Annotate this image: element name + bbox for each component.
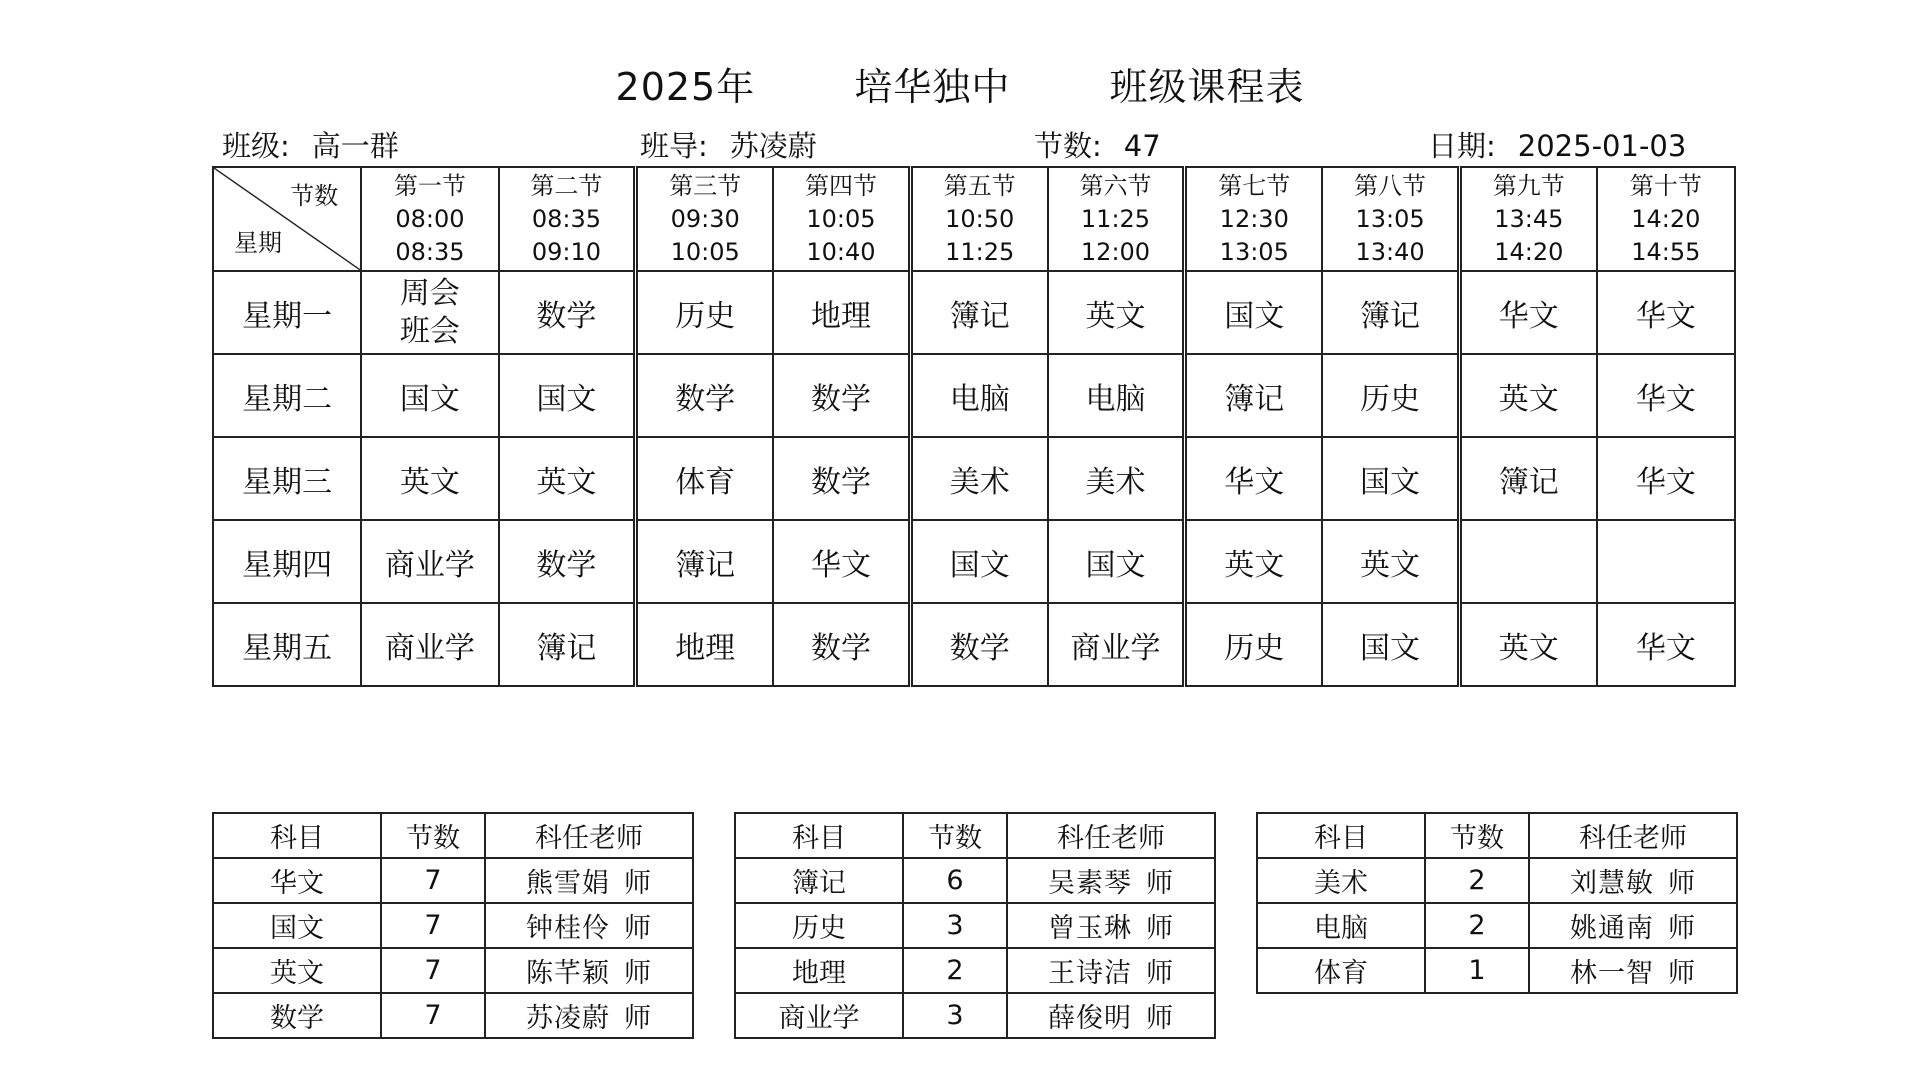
date-info — [1428, 124, 1686, 165]
teacher-name: 吴素琴 — [1048, 868, 1132, 899]
class-subject: 电脑 — [1085, 381, 1146, 417]
period-start: 12:30 — [1219, 204, 1289, 233]
teacher-row — [1257, 948, 1737, 993]
teacher-header-row — [213, 813, 693, 858]
class-cell — [1322, 603, 1459, 686]
period-header-7 — [1185, 167, 1322, 271]
teacher-row — [213, 948, 693, 993]
class-cell — [361, 437, 498, 520]
periods-label: 节数: — [1034, 129, 1102, 163]
class-cell — [1185, 437, 1322, 520]
period-header-4 — [773, 167, 910, 271]
teacher-cell — [1007, 993, 1215, 1038]
teacher-name: 林一智 — [1570, 958, 1654, 989]
subject-cell: 电脑 — [1257, 903, 1425, 948]
teacher-cell — [485, 993, 693, 1038]
schedule-table — [212, 166, 1736, 687]
schedule-row — [213, 520, 1735, 603]
class-subject: 体育 — [675, 464, 736, 500]
class-subject: 历史 — [1360, 381, 1421, 417]
teacher-header-cell: 科目 — [735, 813, 903, 858]
class-subject: 英文 — [1498, 630, 1559, 666]
class-subject: 数学 — [810, 381, 871, 417]
period-start: 08:35 — [531, 204, 602, 233]
class-cell — [910, 354, 1047, 437]
count-cell: 3 — [903, 993, 1007, 1038]
teacher-table-2 — [734, 812, 1216, 1039]
teacher-name: 熊雪娟 — [526, 868, 610, 899]
count-cell: 6 — [903, 858, 1007, 903]
class-subject: 周会 班会 — [399, 275, 460, 349]
class-subject: 历史 — [675, 298, 736, 334]
class-subject: 英文 — [1498, 381, 1559, 417]
period-name: 第四节 — [804, 171, 877, 200]
advisor-info — [640, 124, 817, 165]
class-cell — [361, 520, 498, 603]
class-cell — [499, 520, 636, 603]
class-cell — [773, 520, 910, 603]
count-cell: 7 — [381, 858, 485, 903]
count-cell: 7 — [381, 948, 485, 993]
class-cell — [636, 520, 773, 603]
count-cell: 3 — [903, 903, 1007, 948]
class-cell — [1597, 354, 1735, 437]
class-cell — [1048, 354, 1185, 437]
teacher-header-row — [1257, 813, 1737, 858]
class-subject: 簿记 — [1498, 464, 1559, 500]
class-cell — [910, 437, 1047, 520]
day-label: 星期二 — [213, 354, 361, 437]
period-name: 第一节 — [393, 171, 466, 200]
class-cell — [361, 271, 498, 354]
teacher-cell — [485, 948, 693, 993]
class-cell — [773, 437, 910, 520]
class-subject: 商业学 — [384, 547, 475, 583]
teacher-suffix: 师 — [1146, 1003, 1174, 1034]
count-cell: 2 — [1425, 903, 1529, 948]
teacher-header-cell: 节数 — [903, 813, 1007, 858]
period-end: 11:25 — [945, 237, 1015, 266]
class-subject: 数学 — [810, 630, 871, 666]
teacher-suffix: 师 — [1146, 958, 1174, 989]
teacher-suffix: 师 — [624, 913, 652, 944]
day-label: 星期五 — [213, 603, 361, 686]
day-label: 星期四 — [213, 520, 361, 603]
class-subject: 国文 — [1360, 630, 1421, 666]
teacher-row — [735, 903, 1215, 948]
class-subject: 华文 — [810, 547, 871, 583]
schedule-row — [213, 271, 1735, 354]
class-cell — [910, 603, 1047, 686]
period-end: 09:10 — [531, 237, 602, 266]
teacher-name: 苏凌蔚 — [526, 1003, 610, 1034]
class-subject: 国文 — [536, 381, 597, 417]
teacher-suffix: 师 — [1668, 958, 1696, 989]
class-subject: 簿记 — [1224, 381, 1285, 417]
class-cell — [1322, 271, 1459, 354]
teacher-name: 姚通南 — [1570, 913, 1654, 944]
class-cell — [773, 271, 910, 354]
class-subject: 美术 — [949, 464, 1010, 500]
class-subject: 国文 — [1085, 547, 1146, 583]
subject-cell: 华文 — [213, 858, 381, 903]
period-header-3 — [636, 167, 773, 271]
advisor-label: 班导: — [640, 129, 708, 163]
schedule-header-row — [213, 167, 1735, 271]
subject-cell: 英文 — [213, 948, 381, 993]
period-start: 10:05 — [806, 204, 876, 233]
day-label: 星期一 — [213, 271, 361, 354]
class-cell — [1185, 354, 1322, 437]
subject-cell: 数学 — [213, 993, 381, 1038]
class-cell — [499, 354, 636, 437]
teacher-cell — [1007, 948, 1215, 993]
class-cell — [1048, 520, 1185, 603]
period-start: 13:45 — [1494, 204, 1564, 233]
document-title — [0, 56, 1920, 111]
period-end: 08:35 — [395, 237, 465, 266]
corner-top-label: 节数 — [290, 182, 339, 210]
class-subject: 地理 — [810, 298, 871, 334]
schedule-row — [213, 437, 1735, 520]
subject-cell: 历史 — [735, 903, 903, 948]
teacher-suffix: 师 — [1146, 868, 1174, 899]
class-cell — [361, 603, 498, 686]
class-cell — [1597, 603, 1735, 686]
title-year: 2025年 — [615, 65, 756, 109]
teacher-cell — [1007, 858, 1215, 903]
teacher-header-cell: 科任老师 — [485, 813, 693, 858]
period-start: 11:25 — [1080, 204, 1151, 233]
advisor-value: 苏凌蔚 — [729, 129, 817, 163]
class-cell — [1048, 437, 1185, 520]
class-cell — [1322, 354, 1459, 437]
class-subject: 国文 — [1360, 464, 1421, 500]
class-subject: 英文 — [1360, 547, 1421, 583]
teacher-cell — [1529, 948, 1737, 993]
class-subject: 商业学 — [384, 630, 475, 666]
period-name: 第三节 — [669, 171, 742, 200]
subject-cell: 地理 — [735, 948, 903, 993]
teacher-name: 王诗洁 — [1048, 958, 1132, 989]
period-header-2 — [499, 167, 636, 271]
period-header-8 — [1322, 167, 1459, 271]
teacher-suffix: 师 — [1146, 913, 1174, 944]
date-value: 2025-01-03 — [1517, 129, 1687, 163]
period-name: 第七节 — [1218, 171, 1291, 200]
teacher-header-cell: 科任老师 — [1529, 813, 1737, 858]
teacher-suffix: 师 — [624, 958, 652, 989]
class-cell — [1048, 271, 1185, 354]
class-cell — [1459, 271, 1596, 354]
corner-cell — [213, 167, 361, 271]
class-cell — [499, 271, 636, 354]
subject-cell: 美术 — [1257, 858, 1425, 903]
class-subject: 华文 — [1635, 464, 1696, 500]
day-label: 星期三 — [213, 437, 361, 520]
subject-cell: 体育 — [1257, 948, 1425, 993]
teacher-table-1 — [212, 812, 694, 1039]
teacher-suffix: 师 — [624, 868, 652, 899]
teacher-name: 曾玉琳 — [1048, 913, 1132, 944]
period-name: 第六节 — [1079, 171, 1152, 200]
schedule-row — [213, 603, 1735, 686]
class-cell — [1459, 437, 1596, 520]
class-subject: 地理 — [675, 630, 736, 666]
period-name: 第五节 — [943, 171, 1016, 200]
teacher-header-row — [735, 813, 1215, 858]
class-cell — [1185, 271, 1322, 354]
teacher-row — [1257, 858, 1737, 903]
class-cell — [773, 354, 910, 437]
period-header-10 — [1597, 167, 1735, 271]
class-subject: 英文 — [1085, 298, 1146, 334]
teacher-header-cell: 科目 — [1257, 813, 1425, 858]
subject-cell: 簿记 — [735, 858, 903, 903]
teacher-header-cell: 科任老师 — [1007, 813, 1215, 858]
period-end: 13:40 — [1355, 237, 1425, 266]
period-end: 14:20 — [1494, 237, 1564, 266]
class-subject: 电脑 — [949, 381, 1010, 417]
class-label: 班级: — [222, 129, 290, 163]
teacher-cell — [1529, 903, 1737, 948]
class-subject: 华文 — [1635, 630, 1696, 666]
class-subject: 国文 — [949, 547, 1010, 583]
teacher-row — [213, 858, 693, 903]
title-school: 培华独中 — [854, 65, 1011, 109]
teacher-suffix: 师 — [624, 1003, 652, 1034]
period-header-1 — [361, 167, 498, 271]
teacher-name: 钟桂伶 — [526, 913, 610, 944]
count-cell: 2 — [1425, 858, 1529, 903]
class-subject: 数学 — [675, 381, 736, 417]
class-cell — [1597, 520, 1735, 603]
class-cell — [1322, 437, 1459, 520]
class-subject: 英文 — [1224, 547, 1285, 583]
period-end: 14:55 — [1631, 237, 1701, 266]
period-end: 13:05 — [1219, 237, 1289, 266]
teacher-row — [735, 858, 1215, 903]
count-cell: 7 — [381, 993, 485, 1038]
class-cell — [636, 603, 773, 686]
period-start: 14:20 — [1631, 204, 1701, 233]
periods-value: 47 — [1123, 129, 1161, 163]
teacher-row — [213, 903, 693, 948]
period-start: 09:30 — [670, 204, 740, 233]
period-header-9 — [1459, 167, 1596, 271]
class-cell — [1185, 520, 1322, 603]
title-doc: 班级课程表 — [1109, 65, 1305, 109]
class-cell — [1185, 603, 1322, 686]
count-cell: 1 — [1425, 948, 1529, 993]
teacher-table-3 — [1256, 812, 1738, 994]
period-name: 第九节 — [1492, 171, 1565, 200]
date-label: 日期: — [1428, 129, 1496, 163]
teacher-suffix: 师 — [1668, 913, 1696, 944]
teacher-suffix: 师 — [1668, 868, 1696, 899]
teacher-cell — [485, 903, 693, 948]
period-end: 10:05 — [670, 237, 740, 266]
class-cell — [1597, 271, 1735, 354]
teacher-row — [1257, 903, 1737, 948]
schedule-row — [213, 354, 1735, 437]
class-cell — [1459, 354, 1596, 437]
period-start: 08:00 — [395, 204, 465, 233]
count-cell: 2 — [903, 948, 1007, 993]
class-subject: 簿记 — [949, 298, 1010, 334]
teacher-cell — [1529, 858, 1737, 903]
period-end: 10:40 — [806, 237, 876, 266]
class-cell — [636, 437, 773, 520]
teacher-name: 薛俊明 — [1048, 1003, 1132, 1034]
class-subject: 华文 — [1224, 464, 1285, 500]
class-cell — [773, 603, 910, 686]
class-subject: 英文 — [536, 464, 597, 500]
class-cell — [499, 603, 636, 686]
teacher-row — [735, 993, 1215, 1038]
class-cell — [1459, 603, 1596, 686]
class-subject: 簿记 — [1360, 298, 1421, 334]
class-subject: 商业学 — [1070, 630, 1161, 666]
class-cell — [1322, 520, 1459, 603]
teacher-name: 刘慧敏 — [1570, 868, 1654, 899]
class-subject: 华文 — [1635, 298, 1696, 334]
teacher-row — [735, 948, 1215, 993]
teacher-name: 陈芊颖 — [526, 958, 610, 989]
period-start: 10:50 — [945, 204, 1015, 233]
teacher-cell — [485, 858, 693, 903]
teacher-header-cell: 科目 — [213, 813, 381, 858]
teacher-header-cell: 节数 — [1425, 813, 1529, 858]
class-cell — [1459, 520, 1596, 603]
class-cell — [910, 520, 1047, 603]
subject-cell: 国文 — [213, 903, 381, 948]
class-subject: 国文 — [399, 381, 460, 417]
period-header-6 — [1048, 167, 1185, 271]
teacher-row — [213, 993, 693, 1038]
class-subject: 数学 — [949, 630, 1010, 666]
class-subject: 英文 — [399, 464, 460, 500]
class-subject: 华文 — [1498, 298, 1559, 334]
period-start: 13:05 — [1355, 204, 1425, 233]
class-cell — [1048, 603, 1185, 686]
teacher-header-cell: 节数 — [381, 813, 485, 858]
class-subject: 国文 — [1224, 298, 1285, 334]
class-cell — [499, 437, 636, 520]
class-cell — [636, 271, 773, 354]
class-subject: 数学 — [536, 547, 597, 583]
period-end: 12:00 — [1080, 237, 1151, 266]
class-cell — [361, 354, 498, 437]
count-cell: 7 — [381, 903, 485, 948]
corner-bottom-label: 星期 — [234, 229, 282, 257]
class-subject: 美术 — [1085, 464, 1146, 500]
subject-cell: 商业学 — [735, 993, 903, 1038]
class-cell — [910, 271, 1047, 354]
class-value: 高一群 — [311, 129, 399, 163]
period-name: 第八节 — [1354, 171, 1427, 200]
class-subject: 历史 — [1224, 630, 1285, 666]
class-subject: 华文 — [1635, 381, 1696, 417]
class-subject: 簿记 — [536, 630, 597, 666]
class-subject: 簿记 — [675, 547, 736, 583]
class-info — [222, 124, 399, 165]
teacher-cell — [1007, 903, 1215, 948]
period-name: 第十节 — [1629, 171, 1702, 200]
period-name: 第二节 — [530, 171, 603, 200]
period-header-5 — [910, 167, 1047, 271]
class-subject: 数学 — [810, 464, 871, 500]
periods-info — [1034, 124, 1161, 165]
class-subject: 数学 — [536, 298, 597, 334]
class-cell — [636, 354, 773, 437]
class-cell — [1597, 437, 1735, 520]
